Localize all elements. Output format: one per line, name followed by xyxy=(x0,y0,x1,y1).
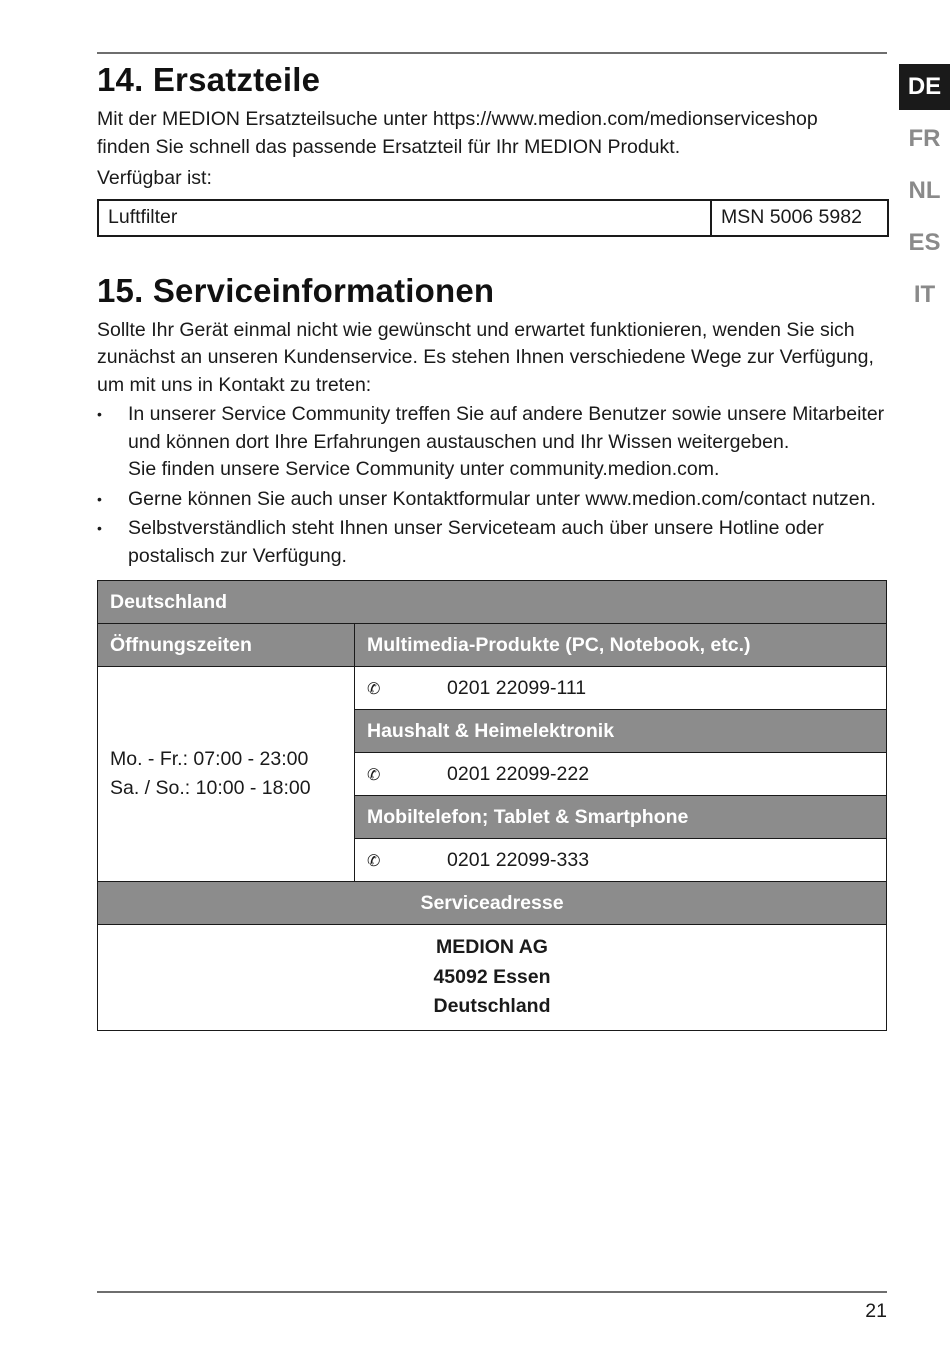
bottom-rule xyxy=(97,1291,887,1293)
language-nav xyxy=(899,64,950,324)
spare-parts-table xyxy=(97,199,889,237)
category-household-header: Haushalt & Heimelektronik xyxy=(355,710,887,753)
phone-cell xyxy=(355,839,887,882)
phone-number[interactable]: 0201 22099-111 xyxy=(447,676,587,699)
table-row xyxy=(98,882,887,925)
bullet-text: Selbstverständlich steht Ihnen unser Serviceteam auch über unsere Hotline oder postalisch zur Verfügung. xyxy=(128,517,824,567)
table-row xyxy=(98,624,887,667)
bullet-text: In unserer Service Community treffen Sie auf andere Benutzer sowie unsere Mitarbeiter und können dort Ihre Erfahrungen austauschen und Ihr Wissen weitergeben. xyxy=(128,403,885,453)
address-city: 45092 Essen xyxy=(433,965,551,988)
lang-tab-nl[interactable]: NL xyxy=(908,177,941,204)
intro-line-2: finden Sie schnell das passende Ersatzteil für Ihr MEDION Produkt. xyxy=(97,135,681,158)
service-address-header: Serviceadresse xyxy=(98,882,887,925)
address-company: MEDION AG xyxy=(436,936,548,958)
address-country: Deutschland xyxy=(433,995,551,1017)
intro-line-1: Mit der MEDION Ersatzteilsuche unter https://www.medion.com/medionserviceshop xyxy=(97,108,818,130)
service-address xyxy=(98,925,887,1031)
page-number: 21 xyxy=(865,1300,887,1322)
top-rule xyxy=(97,52,887,54)
lang-tab-es[interactable]: ES xyxy=(908,229,941,256)
country-header: Deutschland xyxy=(98,581,887,624)
opening-hours xyxy=(98,667,355,882)
table-row xyxy=(98,667,887,710)
part-name: Luftfilter xyxy=(98,200,711,236)
category-mobile-header: Mobiltelefon; Tablet & Smartphone xyxy=(355,796,887,839)
phone-handset-icon: ✆ xyxy=(367,766,381,784)
bullet-extra: Sie finden unsere Service Community unter community.medion.com. xyxy=(128,458,720,480)
lang-tab-fr[interactable]: FR xyxy=(908,125,941,152)
table-row xyxy=(98,200,888,236)
part-number: MSN 5006 5982 xyxy=(711,200,888,236)
table-row xyxy=(98,925,887,1031)
phone-number[interactable]: 0201 22099-333 xyxy=(447,848,590,871)
table-row xyxy=(98,581,887,624)
category-multimedia-header: Multimedia-Produkte (PC, Notebook, etc.) xyxy=(355,624,887,667)
list-item xyxy=(97,401,889,484)
bullet-glyph: • xyxy=(97,406,102,422)
phone-cell xyxy=(355,667,887,710)
bullet-text: Gerne können Sie auch unser Kontaktformular unter www.medion.com/contact nutzen. xyxy=(128,487,876,510)
available-label: Verfügbar ist: xyxy=(97,167,212,189)
phone-number[interactable]: 0201 22099-222 xyxy=(447,762,590,785)
lang-tab-de[interactable]: DE xyxy=(899,64,950,110)
phone-cell xyxy=(355,753,887,796)
phone-handset-icon: ✆ xyxy=(367,852,381,870)
list-item xyxy=(97,515,889,570)
section-14-intro xyxy=(97,106,889,161)
lang-tab-it[interactable]: IT xyxy=(913,281,936,308)
page-content xyxy=(97,56,889,1031)
phone-handset-icon: ✆ xyxy=(367,680,381,698)
section-15-intro: Sollte Ihr Gerät einmal nicht wie gewünscht und erwartet funktionieren, wenden Sie sich zunächst an unseren Kundenservice. Es stehen Ihnen verschiedene Wege zur Verfügung, um mit uns in Kontakt zu treten: xyxy=(97,318,874,396)
hours-weekend: Sa. / So.: 10:00 - 18:00 xyxy=(110,777,311,799)
service-table xyxy=(97,580,887,1031)
hours-header: Öffnungszeiten xyxy=(98,624,355,667)
bullet-glyph: • xyxy=(97,490,102,507)
section-14-heading: 14. Ersatzteile xyxy=(97,61,321,98)
hours-weekdays: Mo. - Fr.: 07:00 - 23:00 xyxy=(110,748,309,770)
section-15-heading: 15. Serviceinformationen xyxy=(97,271,495,309)
contact-options-list xyxy=(97,401,889,570)
list-item xyxy=(97,486,889,514)
bullet-glyph: • xyxy=(97,520,102,536)
